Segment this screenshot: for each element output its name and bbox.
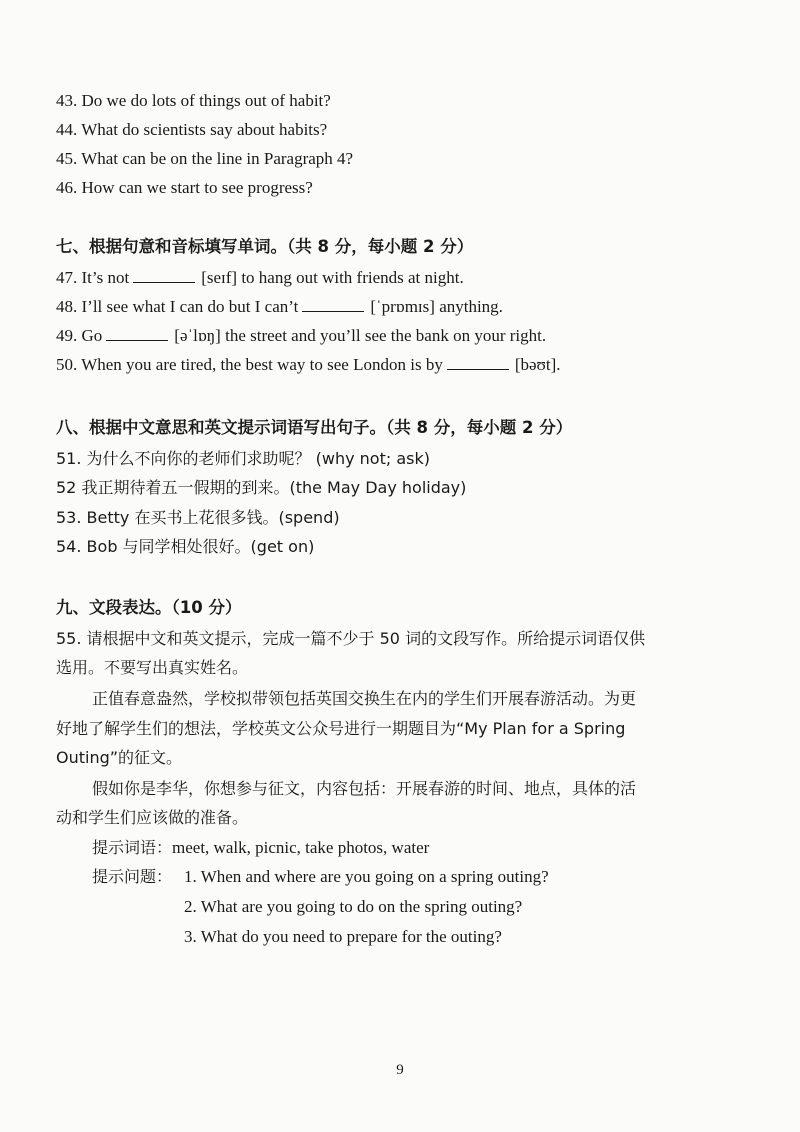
tips-question-1: 1. When and where are you going on a spring outing?	[184, 867, 549, 886]
tips-question-3: 3. What do you need to prepare for the outing?	[184, 927, 502, 946]
question-49: 49. Go [əˈlɒŋ] the street and you’ll see the bank on your right.	[56, 326, 547, 345]
section-8-heading: 八、根据中文意思和英文提示词语写出句子。（共 8 分，每小题 2 分）	[56, 418, 573, 437]
prompt-paragraph-2-line-1: 假如你是李华，你想参与征文，内容包括：开展春游的时间、地点，具体的活	[92, 779, 637, 798]
answer-blank	[447, 355, 509, 370]
question-44: 44. What do scientists say about habits?	[56, 120, 328, 139]
question-46: 46. How can we start to see progress?	[56, 178, 313, 197]
tips-questions-label: 提示问题：	[92, 867, 173, 886]
question-53: 53. Betty 在买书上花很多钱。(spend)	[56, 508, 340, 527]
question-54: 54. Bob 与同学相处很好。(get on)	[56, 537, 315, 556]
page-number: 9	[396, 1062, 404, 1078]
question-52: 52 我正期待着五一假期的到来。(the May Day holiday)	[56, 478, 467, 497]
answer-blank	[133, 268, 195, 283]
section-7-heading: 七、根据句意和音标填写单词。（共 8 分，每小题 2 分）	[56, 237, 474, 256]
tips-words-label: 提示词语：	[92, 838, 173, 857]
answer-blank	[302, 297, 364, 312]
question-47: 47. It’s not [seɪf] to hang out with friends at night.	[56, 268, 464, 287]
answer-blank	[106, 326, 168, 341]
tips-question-2: 2. What are you going to do on the spring outing?	[184, 897, 523, 916]
question-45: 45. What can be on the line in Paragraph 4?	[56, 149, 354, 168]
prompt-paragraph-2-line-2: 动和学生们应该做的准备。	[56, 808, 249, 827]
tips-questions-label-row	[92, 866, 172, 888]
question-51: 51. 为什么不向你的老师们求助呢？ (why not; ask)	[56, 449, 430, 468]
tips-words-list: meet, walk, picnic, take photos, water	[172, 838, 430, 857]
section-9-heading: 九、文段表达。（10 分）	[56, 598, 242, 617]
prompt-paragraph-1-line-1: 正值春意盎然，学校拟带领包括英国交换生在内的学生们开展春游活动。为更	[92, 689, 637, 708]
question-43: 43. Do we do lots of things out of habit?	[56, 91, 331, 110]
tips-words	[92, 837, 429, 859]
prompt-paragraph-1-line-2: 好地了解学生们的想法，学校英文公众号进行一期题目为“My Plan for a Spring	[56, 719, 626, 738]
question-55-line-2: 选用。不要写出真实姓名。	[56, 658, 249, 677]
question-48: 48. I’ll see what I can do but I can’t [ˈprɒmɪs] anything.	[56, 297, 503, 316]
question-50: 50. When you are tired, the best way to see London is by [bəʊt].	[56, 355, 561, 374]
prompt-paragraph-1-line-3: Outing”的征文。	[56, 748, 183, 767]
question-55-line-1: 55. 请根据中文和英文提示，完成一篇不少于 50 词的文段写作。所给提示词语仅供	[56, 629, 646, 648]
